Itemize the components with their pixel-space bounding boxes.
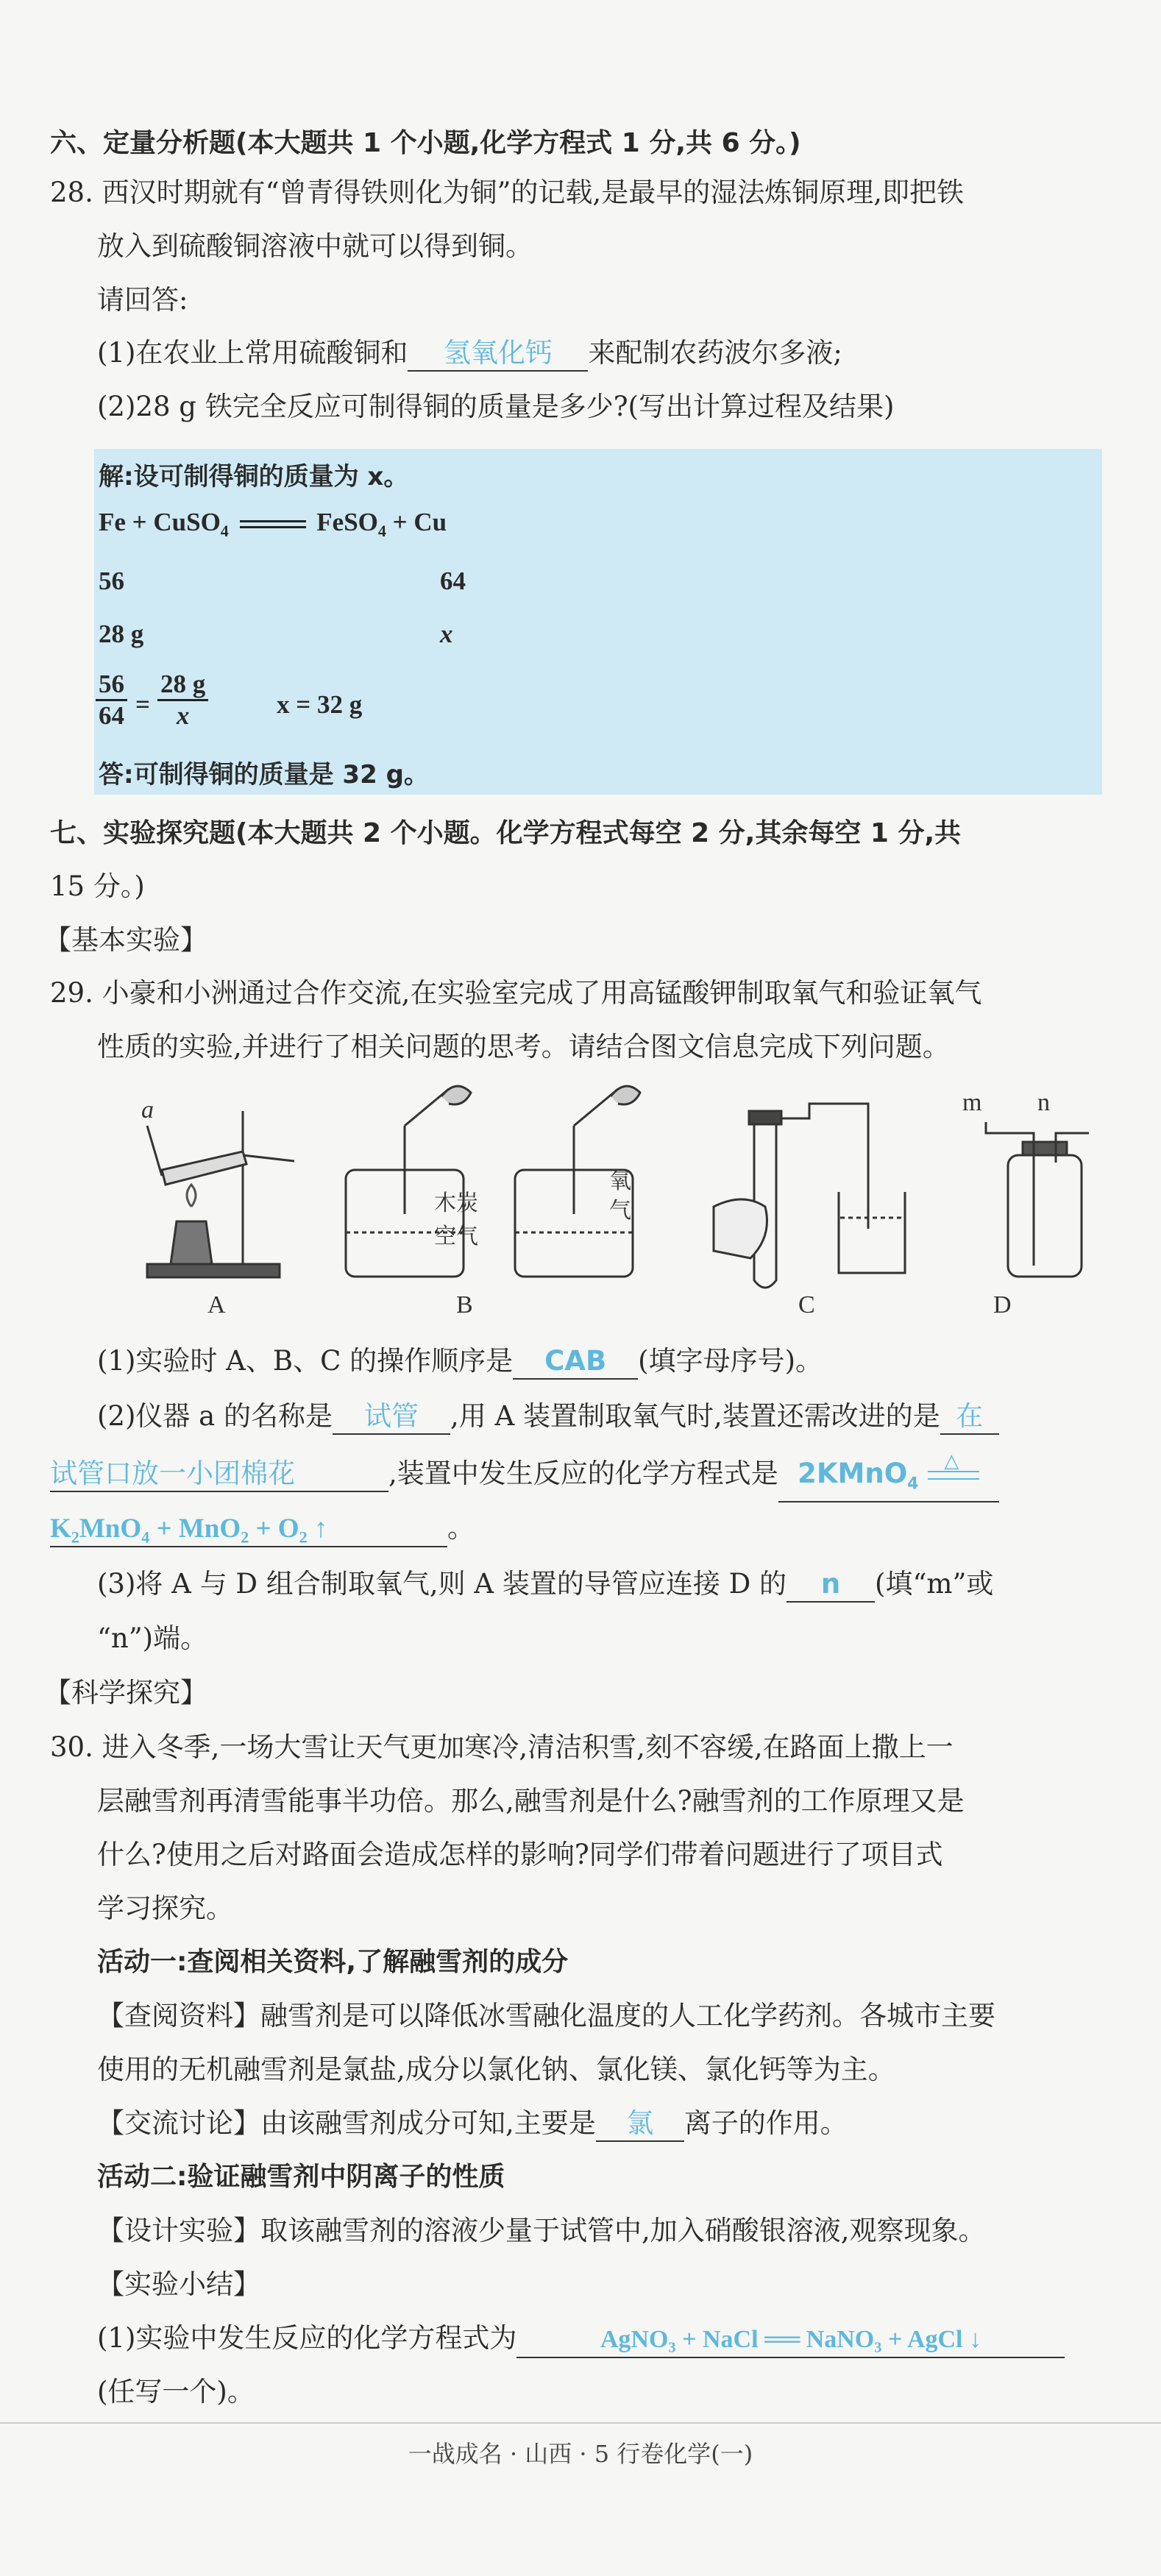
q29-part1 — [97, 1343, 823, 1380]
label-m: m — [962, 1089, 982, 1116]
mass-cu: 64 — [440, 567, 466, 595]
label-a: a — [141, 1096, 154, 1124]
label-oxygen-2: 气 — [609, 1199, 631, 1223]
eq1-sub: 4 — [907, 1475, 919, 1494]
basic-experiment-title: 【基本实验】 — [44, 924, 207, 956]
label-air: 空气 — [434, 1224, 478, 1249]
summary-part1 — [97, 2320, 1065, 2358]
q29-equation-part2: K₂MnO₄ + MnO₂ + O₂ ↑ — [50, 1512, 447, 1547]
activity-1-title: 活动一:查阅相关资料,了解融雪剂的成分 — [97, 1947, 569, 1977]
q28-part1-answer: 氢氧化钙 — [408, 336, 588, 372]
q28-line2: 放入到硫酸铜溶液中就可以得到铜。 — [97, 230, 533, 262]
discussion-answer: 氯 — [596, 2107, 684, 2142]
q29-part1-pre: (1)实验时 A、B、C 的操作顺序是 — [97, 1345, 514, 1377]
q29-part3-post: (填“m”或 — [875, 1568, 994, 1600]
q28-part1-pre: (1)在农业上常用硫酸铜和 — [97, 337, 408, 369]
fraction-1 — [96, 670, 127, 731]
discussion-pre: 【交流讨论】由该融雪剂成分可知,主要是 — [97, 2107, 596, 2139]
q28-line1: 28. 西汉时期就有“曾青得铁则化为铜”的记载,是最早的湿法炼铜原理,即把铁 — [50, 177, 964, 208]
label-charcoal: 木炭 — [434, 1191, 478, 1216]
summary-part1-post: (任写一个)。 — [97, 2376, 255, 2408]
q29-part3-line2: “n”)端。 — [97, 1622, 208, 1654]
q29-line1: 29. 小豪和小洲通过合作交流,在实验室完成了用高锰酸钾制取氧气和验证氧气 — [50, 977, 982, 1009]
q30-line2: 层融雪剂再清雪能事半功倍。那么,融雪剂是什么?融雪剂的工作原理又是 — [97, 1785, 965, 1817]
q29-part1-answer: CAB — [513, 1344, 638, 1380]
eq-arrow — [928, 1450, 979, 1480]
label-D: D — [993, 1291, 1012, 1319]
frac2-den: x — [176, 701, 190, 730]
q29-part3-answer: n — [787, 1567, 875, 1603]
eq-rhs: FeSO — [316, 508, 378, 536]
eq-sub2: 4 — [377, 522, 386, 540]
page-footer: 一战成名 · 山西 · 5 行卷化学(一) — [408, 2440, 753, 2468]
label-n: n — [1037, 1089, 1050, 1116]
frac1-num: 56 — [96, 670, 127, 701]
q29-equation-part1 — [778, 1450, 999, 1502]
q29-part1-post: (填字母序号)。 — [638, 1345, 823, 1377]
q29-part2-answer1: 试管 — [333, 1399, 450, 1435]
eq1-text: 2KMnO — [798, 1458, 908, 1489]
activity-2-title: 活动二:验证融雪剂中阴离子的性质 — [97, 2162, 505, 2192]
q29-part3 — [97, 1566, 993, 1603]
result: x = 32 g — [277, 690, 363, 719]
fraction-2 — [157, 670, 208, 731]
q29-line2: 性质的实验,并进行了相关问题的思考。请结合图文信息完成下列问题。 — [97, 1031, 950, 1062]
footer-divider — [0, 2422, 1161, 2424]
summary-part1-answer: AgNO₃ + NaCl ══ NaNO₃ + AgCl ↓ — [516, 2323, 1065, 2358]
q28-part1-post: 来配制农药波尔多液; — [588, 337, 842, 369]
section-6-heading: 六、定量分析题(本大题共 1 个小题,化学方程式 1 分,共 6 分。) — [50, 128, 801, 158]
eq-lhs: Fe + CuSO — [99, 508, 221, 536]
science-inquiry-title: 【科学探究】 — [44, 1677, 207, 1709]
given-mass: 28 g — [99, 620, 144, 648]
q30-line3: 什么?使用之后对路面会造成怎样的影响?同学们带着问题进行了项目式 — [97, 1839, 943, 1870]
q29-part2-mid: ,用 A 装置制取氧气时,装置还需改进的是 — [450, 1400, 940, 1432]
mass-fe: 56 — [99, 567, 124, 595]
q29-part2-pre: (2)仪器 a 的名称是 — [97, 1400, 333, 1432]
frac-equals: = — [135, 690, 150, 719]
eq-sub1: 4 — [220, 522, 229, 540]
reference-line2: 使用的无机融雪剂是氯盐,成分以氯化钠、氯化镁、氯化钙等为主。 — [97, 2054, 895, 2085]
label-oxygen-1: 氧 — [609, 1169, 631, 1193]
frac2-num: 28 g — [157, 670, 208, 701]
solution-set: 解:设可制得铜的质量为 x。 — [99, 462, 409, 492]
q29-part3-pre: (3)将 A 与 D 组合制取氧气,则 A 装置的导管应连接 D 的 — [97, 1568, 787, 1600]
discussion-post: 离子的作用。 — [684, 2107, 848, 2139]
eq-condition: △ — [944, 1450, 959, 1472]
q29-equation-line2 — [50, 1510, 475, 1547]
section-7-heading-2: 15 分。) — [50, 870, 145, 902]
solution-equation — [99, 508, 447, 541]
frac1-den: 64 — [99, 701, 124, 730]
equals-sign — [240, 520, 306, 528]
q29-part2-post: ,装置中发生反应的化学方程式是 — [388, 1458, 778, 1489]
solution-answer: 答:可制得铜的质量是 32 g。 — [99, 760, 429, 790]
q30-line4: 学习探究。 — [97, 1892, 233, 1924]
discussion-line — [97, 2105, 848, 2142]
summary-part1-pre: (1)实验中发生反应的化学方程式为 — [97, 2322, 517, 2354]
experiment-summary-title: 【实验小结】 — [97, 2268, 260, 2300]
q29-part2 — [97, 1398, 999, 1435]
eq-rhs2: + Cu — [386, 508, 447, 536]
q29-part2-answer2a: 在 — [940, 1399, 999, 1435]
q28-part1 — [97, 335, 842, 372]
q29-part2-answer2b: 试管口放一小团棉花 — [50, 1457, 388, 1492]
design-experiment: 【设计实验】取该融雪剂的溶液少量于试管中,加入硝酸银溶液,观察现象。 — [97, 2215, 986, 2246]
q29-period: 。 — [447, 1512, 475, 1544]
label-C: C — [798, 1291, 815, 1319]
label-B: B — [456, 1291, 473, 1319]
unknown-mass: x — [440, 620, 453, 648]
q28-prompt: 请回答: — [97, 284, 188, 316]
reference-line1: 【查阅资料】融雪剂是可以降低冰雪融化温度的人工化学药剂。各城市主要 — [97, 2000, 995, 2032]
q28-part2: (2)28 g 铁完全反应可制得铜的质量是多少?(写出计算过程及结果) — [97, 391, 895, 422]
label-A: A — [207, 1291, 226, 1319]
q30-line1: 30. 进入冬季,一场大雪让天气更加寒冷,清洁积雪,刻不容缓,在路面上撒上一 — [50, 1731, 954, 1763]
q29-part2-line2 — [50, 1450, 999, 1502]
solution-box — [94, 449, 1102, 795]
apparatus-figure — [132, 1082, 1089, 1357]
section-7-heading-1: 七、实验探究题(本大题共 2 个小题。化学方程式每空 2 分,其余每空 1 分,共 — [50, 818, 962, 848]
